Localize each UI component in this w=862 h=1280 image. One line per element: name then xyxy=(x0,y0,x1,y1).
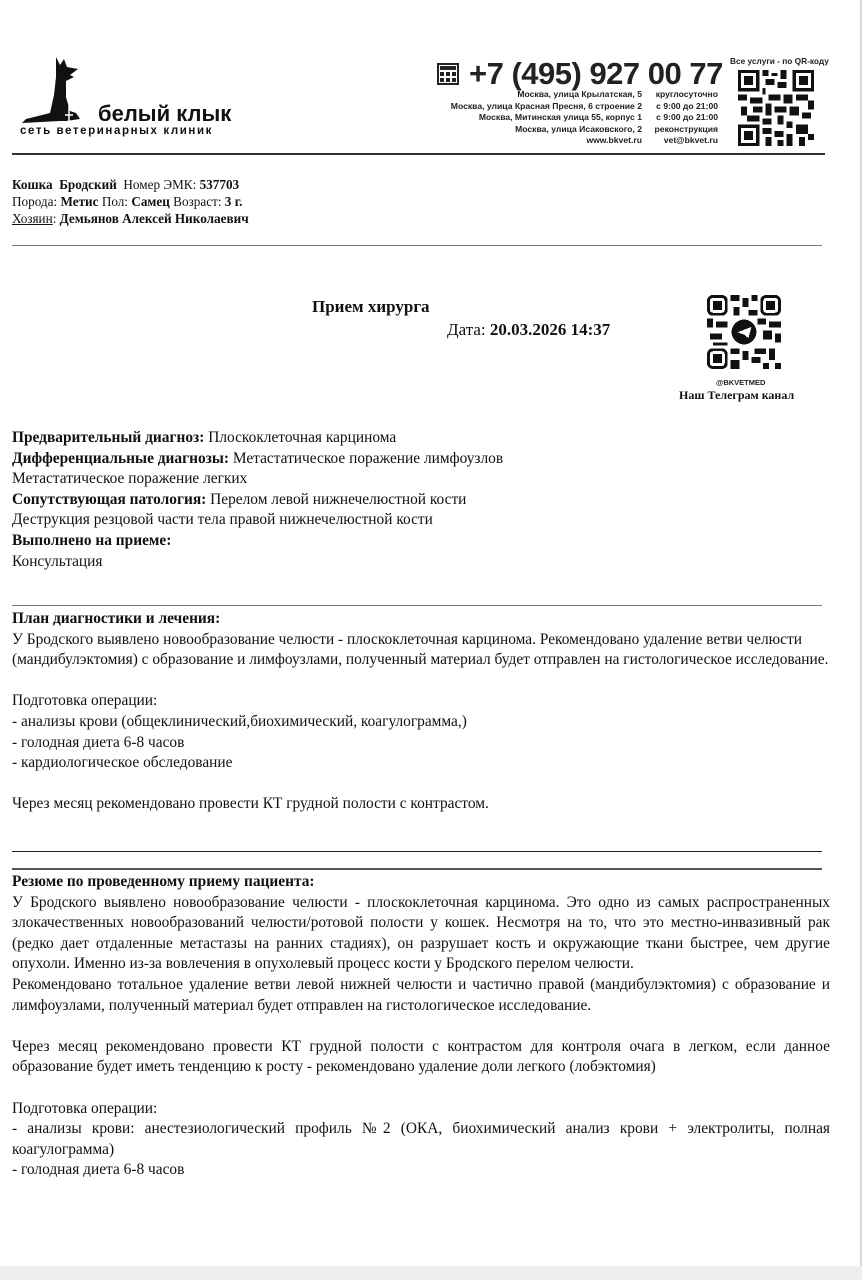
qr-caption: Все услуги - по QR-коду xyxy=(730,56,829,66)
hours: реконструкция xyxy=(654,123,718,134)
summary-divider-2 xyxy=(12,868,822,870)
qr-code-icon[interactable] xyxy=(738,70,814,146)
hours: с 9:00 до 21:00 xyxy=(656,100,718,111)
preliminary-diagnosis xyxy=(12,428,830,449)
address-row xyxy=(430,112,718,124)
differential-diagnoses xyxy=(12,449,830,470)
differential-diagnosis-item: Метастатическое поражение лимфоузлов xyxy=(232,449,504,467)
patient-divider xyxy=(12,245,822,246)
brand-name: белый клык xyxy=(98,101,232,126)
header-divider xyxy=(12,153,825,155)
emk-label: Номер ЭМК: xyxy=(123,177,197,192)
performed-value: Консультация xyxy=(12,552,103,570)
visit-date xyxy=(447,320,610,340)
plan-heading: План диагностики и лечения: xyxy=(12,610,221,627)
differential-diagnosis-item: Метастатическое поражение легких xyxy=(12,470,248,488)
comorbid-pathology xyxy=(12,490,830,511)
comorbid-pathology-item: Деструкция резцовой части тела правой нижнечелюстной кости xyxy=(12,511,433,529)
telegram-handle: @BKVETMED xyxy=(716,378,766,387)
owner-name: Демьянов Алексей Николаевич xyxy=(59,211,249,226)
bottom-edge xyxy=(0,1266,862,1280)
plan-followup: Через месяц рекомендовано провести КТ грудной полости с контрастом. xyxy=(12,795,489,813)
preliminary-diagnosis-value: Плоскоклеточная карцинома xyxy=(208,429,397,446)
address: Москва, улица Крылатская, 5 xyxy=(517,89,642,99)
date-value: 20.03.2026 14:37 xyxy=(489,320,611,339)
brand-tagline: сеть ветеринарных клиник xyxy=(20,125,213,137)
summary-paragraph: У Бродского выявлено новообразование челюсти - плоскоклеточная карцинома. Это одно из самых распространенных злокачественных новообразований челюсти/ротовой полости у кошек. Несмотря на то, что это местно-инвазивный рак (редко дает отдаленные метастазы на ранних стадиях), он разрушает кость и окружающие ткани быстрее, чем другие опухоли. Именно из-за вовлечения в опухолевый процесс кости у Бродского перелом челюсти. xyxy=(12,893,830,973)
clinic-logo xyxy=(20,55,240,145)
address-row xyxy=(430,124,718,136)
clinic-phone[interactable]: +7 (495) 927 00 77 xyxy=(469,56,723,91)
contact-row xyxy=(430,135,718,147)
date-label: Дата: xyxy=(447,320,486,339)
age-value: 3 г. xyxy=(224,194,243,209)
plan-section xyxy=(12,609,830,815)
sex-label: Пол: xyxy=(101,194,129,209)
address-row xyxy=(430,89,718,101)
hours: круглосуточно xyxy=(655,89,718,99)
plan-prep-item: - голодная диета 6-8 часов xyxy=(12,733,185,751)
telegram-qr-code-icon[interactable] xyxy=(706,295,782,369)
address: Москва, улица Исаковского, 2 xyxy=(515,123,642,134)
hours: с 9:00 до 21:00 xyxy=(656,112,718,122)
patient-line-1 xyxy=(12,176,249,193)
website-link[interactable]: www.bkvet.ru xyxy=(586,135,642,145)
summary-section xyxy=(12,872,830,1181)
address: Москва, улица Красная Пресня, 6 строение 2 xyxy=(450,100,642,111)
patient-info xyxy=(12,176,249,227)
summary-paragraph: Через месяц рекомендовано провести КТ грудной полости с контрастом для контроля очага в легком, если данное образование будет иметь тенденцию к росту - рекомендовано удаление доли легкого (лобэктомия) xyxy=(12,1037,830,1076)
summary-prep-item: - голодная диета 6-8 часов xyxy=(12,1161,185,1179)
summary-divider-1 xyxy=(12,851,822,852)
address: Москва, Митинская улица 55, корпус 1 xyxy=(478,112,642,122)
email-link[interactable]: vet@bkvet.ru xyxy=(663,135,718,145)
owner-label: Хозяин xyxy=(12,211,53,226)
visit-title: Прием хирурга xyxy=(312,297,430,316)
performed-label: Выполнено на приеме: xyxy=(12,531,172,549)
clinic-addresses xyxy=(430,89,718,147)
emk-number: 537703 xyxy=(199,177,240,192)
summary-prep-heading: Подготовка операции: xyxy=(12,1099,158,1117)
preliminary-diagnosis-label: Предварительный диагноз: xyxy=(12,429,205,446)
plan-prep-heading: Подготовка операции: xyxy=(12,692,158,710)
age-label: Возраст: xyxy=(173,194,222,209)
calculator-phone-icon xyxy=(437,63,459,85)
patient-line-2 xyxy=(12,193,249,210)
phone-row xyxy=(437,56,723,92)
patient-species: Кошка xyxy=(12,177,53,192)
comorbid-pathology-item: Перелом левой нижнечелюстной кости xyxy=(210,490,467,508)
breed-value: Метис xyxy=(60,194,99,209)
telegram-channel-label: Наш Телеграм канал xyxy=(679,388,795,402)
patient-name: Бродский xyxy=(59,177,117,192)
summary-paragraph: Рекомендовано тотальное удаление ветви левой нижней челюсти и частично правой (мандибулэктомия) с образование и лимфоузлами, полученный материал будет отправлен на гистологическое исследование. xyxy=(12,975,830,1014)
plan-paragraph: У Бродского выявлено новообразование челюсти - плоскоклеточная карцинома. Рекомендовано удаление ветви челюсти (мандибулэктомия) с образование и лимфоузлами, полученный материал будет отправлен на гистологическое исследование. xyxy=(12,630,829,669)
summary-prep-item: - анализы крови: анестезиологический профиль №2 (ОКА, биохимический анализ крови + электролиты, полная коагулограмма) xyxy=(12,1120,830,1158)
plan-divider xyxy=(12,605,822,606)
differential-diagnoses-label: Дифференциальные диагнозы: xyxy=(12,449,229,467)
plan-prep-item: - кардиологическое обследование xyxy=(12,754,233,772)
comorbid-pathology-label: Сопутствующая патология: xyxy=(12,490,207,508)
breed-label: Порода: xyxy=(12,194,58,209)
plan-prep-item: - анализы крови (общеклинический,биохимический, коагулограмма,) xyxy=(12,712,467,730)
summary-heading: Резюме по проведенному приему пациента: xyxy=(12,873,315,890)
address-row xyxy=(430,101,718,113)
diagnosis-section xyxy=(12,428,830,572)
patient-line-3: Хозяин: Демьянов Алексей Николаевич xyxy=(12,211,249,226)
sex-value: Самец xyxy=(131,194,170,209)
